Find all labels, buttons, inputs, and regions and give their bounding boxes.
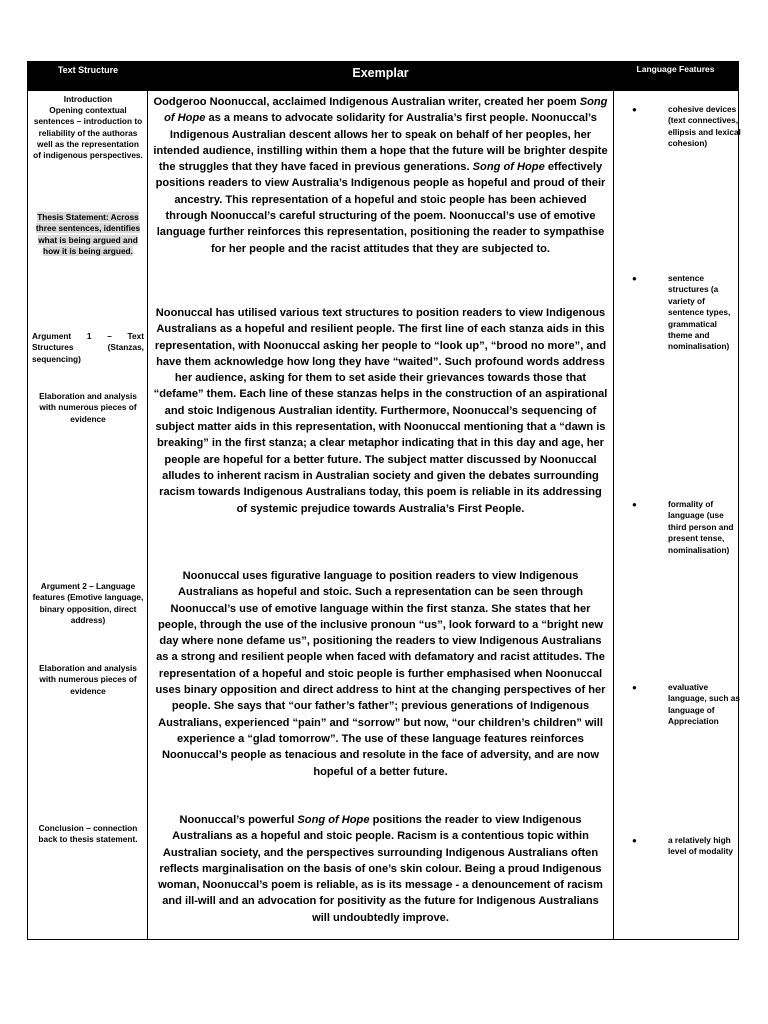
language-feature-text: a relatively high level of modality bbox=[668, 835, 734, 857]
language-feature-item bbox=[632, 104, 742, 150]
intro-text-c: effectively positions readers to view Australia’s Indigenous people as hopeful and proud of their ancestry. This representation of a hopeful and stoic people has been achieved through Noonuccal’s careful structuring of the poem. Noonuccal’s use of emotive language further reinforces this representation, positioning the reader to sympathise for her people and the racist attitudes that they are subjected to. bbox=[155, 161, 606, 255]
bullet-icon: ● bbox=[632, 105, 637, 114]
language-feature-item bbox=[632, 273, 742, 353]
language-feature-item bbox=[632, 682, 742, 728]
bullet-icon: ● bbox=[632, 500, 637, 509]
header-divider bbox=[28, 90, 738, 91]
exemplar-paragraph-argument-1: Noonuccal has utilised various text structures to position readers to view Indigenous Australians as a hopeful and resilient people. The first line of each stanza aids in this representation, with Noonuccal asking her people to “look up”, “brood no more”, and have them acknowledge how long they have “waited”. Such profound words address her audience, asking for them to set aside their grievances towards those that “defame” them. Each line of these stanzas helps in the construction of an aspirational and stoic Indigenous Australian identity. Furthermore, Noonuccal’s sequencing of subject matter aids in this representation, with Noonuccal mentioning that a “dawn is breaking” in the first stanza; a clear metaphor indicating that in this day and age, her people are hopeful for a better future. The subject matter discussed by Noonuccal alludes to inherent racism in Australian society and given the debates surrounding racism towards Indigenous Australians today, this poem is reliable in its addressing of systemic prejudice towards Australia’s First People. bbox=[153, 307, 608, 515]
thesis-statement bbox=[32, 212, 144, 257]
conclusion-label: Conclusion – connection back to thesis statement. bbox=[38, 823, 138, 845]
intro-text-a: Oodgeroo Noonuccal, acclaimed Indigenous Australian writer, created her poem bbox=[153, 96, 580, 108]
elaboration-2-label: Elaboration and analysis with numerous pieces of evidence bbox=[39, 663, 137, 696]
poem-title: Song of Hope bbox=[164, 96, 608, 125]
language-feature-text: sentence structures (a variety of sentence types, grammatical theme and nominalisation) bbox=[668, 273, 731, 352]
exemplar-paragraph-argument-2: Noonuccal uses figurative language to position readers to view Indigenous Australians as hopeful and stoic. Such a representation can be seen through Noonuccal’s use of emotive language within the first stanza. She states that her people, through the use of the inclusive pronoun “us”, look forward to a “bright new day where none defame us”, positioning the readers to view Indigenous Australians as a strong and resilient people when faced with defamatory and racist attitudes. The representation of a hopeful and stoic people is further emphasised when Noonuccal uses binary opposition and direct address to hint at the changing perspectives of her people. She says that “our father’s father”; previous generations of Indigenous Australians, experienced “pain” and “sorrow” but now, “our children’s children” will experience a “glad tomorrow”. The use of these language features reinforces Noonuccal’s people as tenacious and resolute in the face of adversity, and are now hopeful of a better future. bbox=[155, 570, 606, 778]
language-feature-item bbox=[632, 499, 742, 556]
exemplar-paragraph-introduction bbox=[153, 94, 608, 257]
bullet-icon: ● bbox=[632, 274, 637, 283]
essay-scaffold-table bbox=[27, 61, 739, 940]
argument-2-label: Argument 2 – Language features (Emotive language, binary opposition, direct address) bbox=[32, 581, 144, 625]
introduction-body: Opening contextual sentences – introduction to reliability of the authoras well as the representation of indigenous perspectives. bbox=[33, 105, 143, 161]
bullet-icon: ● bbox=[632, 683, 637, 692]
bullet-icon: ● bbox=[632, 836, 637, 845]
header-exemplar: Exemplar bbox=[148, 62, 613, 90]
poem-title: Song of Hope bbox=[472, 161, 545, 174]
poem-title: Song of Hope bbox=[297, 814, 370, 826]
column-divider-right bbox=[613, 62, 614, 939]
language-feature-text: cohesive devices (text connectives, ellipsis and lexical cohesion) bbox=[668, 104, 741, 149]
argument-1-label: Argument 1 – Text Structures (Stanzas, sequencing) bbox=[32, 331, 144, 364]
language-feature-text: evaluative language, such as language of Appreciation bbox=[668, 682, 740, 727]
conclusion-text-b: positions the reader to view Indigenous Australians as a hopeful and stoic people. Racism is a contentious topic within Australian society, and the perspectives surrounding Indigenous Australians often reflects marginalisation on the basis of one’s skin colour. Being a proud Indigenous woman, Noonuccal’s poem is reliable, as is its message - a denouncement of racism and ill-will and an advocation for positivity as the future for Indigenous Australians will undoubtedly improve. bbox=[158, 814, 603, 924]
column-divider-left bbox=[147, 62, 148, 939]
thesis-statement-text: Thesis Statement: Across three sentences, identifies what is being argued and how it is being argued. bbox=[35, 212, 141, 256]
elaboration-1-label: Elaboration and analysis with numerous pieces of evidence bbox=[39, 391, 137, 424]
conclusion-text-a: Noonuccal’s powerful bbox=[179, 814, 298, 826]
exemplar-paragraph-conclusion bbox=[153, 812, 608, 926]
intro-text-b: as a means to advocate solidarity for Australia’s first people. Noonuccal’s Indigenous Australian descent allows her to speak on behalf of her peoples, her intended audience, instilling within them a hope that the future will be brighter despite the struggles that they have faced in previous generations. bbox=[153, 112, 608, 174]
introduction-title: Introduction bbox=[63, 94, 113, 104]
language-feature-text: formality of language (use third person and present tense, nominalisation) bbox=[668, 499, 734, 555]
header-language-features: Language Features bbox=[613, 62, 738, 90]
language-feature-item bbox=[632, 835, 742, 858]
header-text-structure: Text Structure bbox=[28, 62, 148, 90]
